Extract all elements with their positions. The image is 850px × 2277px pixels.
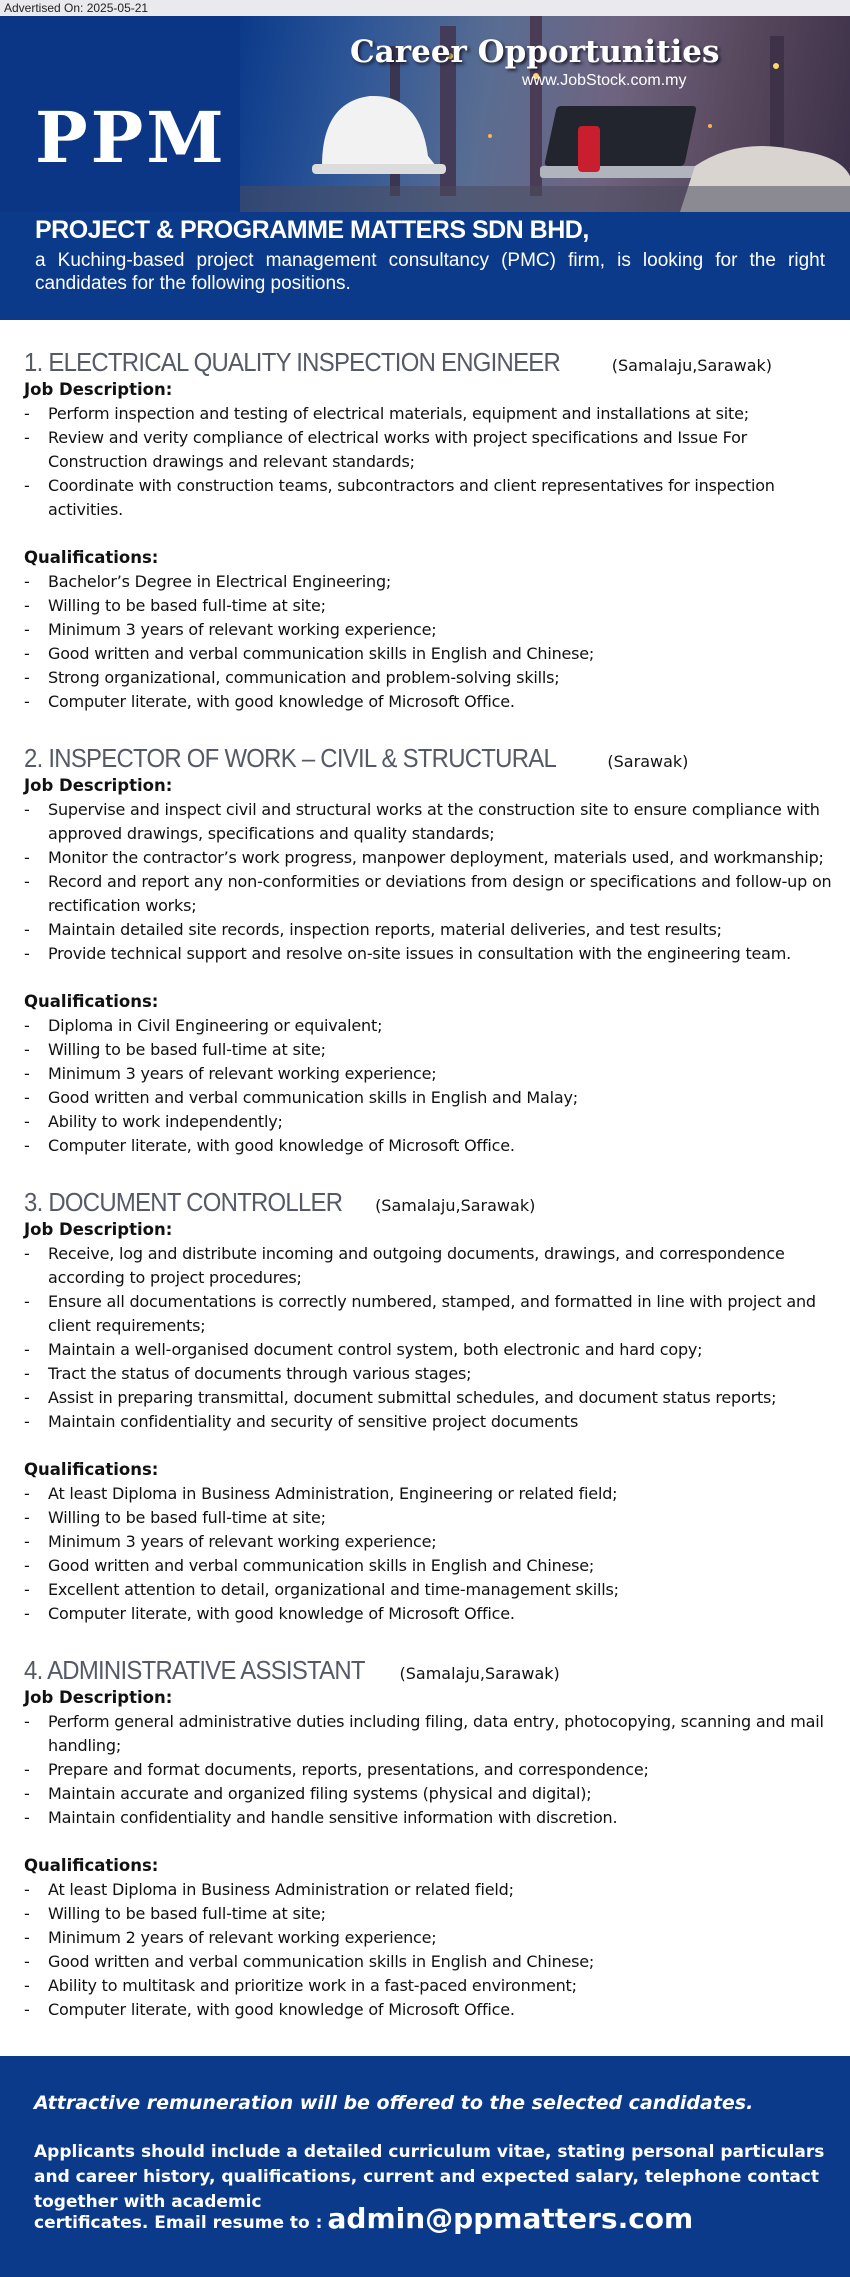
list-item: - Willing to be based full-time at site; [24,1038,840,1062]
logo-panel [0,16,240,212]
list-item: - Willing to be based full-time at site; [24,594,840,618]
qualifications-heading: Qualifications: [24,1460,159,1479]
list-item: - Computer literate, with good knowledge of Microsoft Office. [24,1998,840,2022]
advertised-date: Advertised On: 2025-05-21 [4,1,149,15]
job-title-line [24,346,840,378]
job-description-heading: Job Description: [24,776,173,795]
list-item: - Good written and verbal communication skills in English and Chinese; [24,1554,840,1578]
list-item: - Computer literate, with good knowledge of Microsoft Office. [24,1602,840,1626]
email-address[interactable]: admin@ppmatters.com [327,2202,694,2235]
job-title: 3. DOCUMENT CONTROLLER [24,1187,343,1217]
qualifications-heading: Qualifications: [24,992,159,1011]
job-location: (Samalaju,Sarawak) [375,1196,536,1215]
remuneration-note: Attractive remuneration will be offered to the selected candidates. [34,2092,754,2114]
list-item: - Minimum 3 years of relevant working experience; [24,1530,840,1554]
job-location: (Samalaju,Sarawak) [611,356,773,375]
job-title-line [24,1186,840,1218]
list-item: - Maintain a well-organised document control system, both electronic and hard copy; [24,1338,840,1362]
list-item: - Review and verity compliance of electrical works with project specifications and Issue For Construction drawings and relevant standards; [24,426,840,474]
job-description-heading: Job Description: [24,1220,173,1239]
list-item: - At least Diploma in Business Administration, Engineering or related field; [24,1482,840,1506]
list-item: - Computer literate, with good knowledge of Microsoft Office. [24,1134,840,1158]
application-instructions: Applicants should include a detailed curriculum vitae, stating personal particulars and career history, qualifications, current and expected salary, telephone contact together with academic [34,2142,825,2212]
list-item: - Maintain confidentiality and handle sensitive information with discretion. [24,1806,840,1830]
email-line [34,2202,693,2235]
list-item: - Minimum 3 years of relevant working experience; [24,1062,840,1086]
section-gap [24,1830,840,1854]
list-item: - Willing to be based full-time at site; [24,1902,840,1926]
job-description-list [24,402,840,522]
career-title: Career Opportunities [350,34,720,70]
job-block [24,346,840,714]
list-item: - Monitor the contractor’s work progress, manpower deployment, materials used, and workmanship; [24,846,840,870]
hard-hat-icon [322,96,436,166]
site-url: www.JobStock.com.my [522,72,687,89]
list-item: - Maintain confidentiality and security of sensitive project documents [24,1410,840,1434]
list-item: - Strong organizational, communication and problem-solving skills; [24,666,840,690]
job-title-line [24,742,840,774]
qualifications-list [24,1482,840,1626]
list-item: - Ability to multitask and prioritize work in a fast-paced environment; [24,1974,840,1998]
list-item: - Willing to be based full-time at site; [24,1506,840,1530]
list-item: - Provide technical support and resolve on-site issues in consultation with the engineering team. [24,942,840,966]
job-title: 4. ADMINISTRATIVE ASSISTANT [24,1655,365,1685]
qualifications-list [24,570,840,714]
list-item: - Perform general administrative duties including filing, data entry, photocopying, scanning and mail handling; [24,1710,840,1758]
company-description: a Kuching-based project management consultancy (PMC) firm, is looking for the right candidates for the following positions. [35,250,825,294]
qualifications-list [24,1878,840,2022]
job-block [24,1654,840,2022]
section-gap [24,1434,840,1458]
list-item: - Maintain detailed site records, inspection reports, material deliveries, and test results; [24,918,840,942]
list-item: - Good written and verbal communication skills in English and Malay; [24,1086,840,1110]
light-dot [708,124,712,128]
section-gap [24,966,840,990]
section-gap [24,522,840,546]
email-prefix: certificates. Email resume to : [34,2213,323,2233]
list-item: - Supervise and inspect civil and structural works at the construction site to ensure compliance with approved drawings, specifications and quality standards; [24,798,840,846]
qualifications-heading: Qualifications: [24,548,159,567]
list-item: - Record and report any non-conformities or deviations from design or specifications and follow-up on rectification works; [24,870,840,918]
list-item: - Excellent attention to detail, organizational and time-management skills; [24,1578,840,1602]
list-item: - At least Diploma in Business Administration or related field; [24,1878,840,1902]
list-item: - Maintain accurate and organized filing systems (physical and digital); [24,1782,840,1806]
job-description-list [24,1710,840,1830]
list-item: - Assist in preparing transmittal, document submittal schedules, and document status reports; [24,1386,840,1410]
light-dot [773,63,779,69]
company-logo: PPM [35,96,227,179]
job-listings [24,346,840,2050]
qualifications-list [24,1014,840,1158]
desk-surface [240,186,850,212]
list-item: - Coordinate with construction teams, subcontractors and client representatives for inspection activities. [24,474,840,522]
list-item: - Tract the status of documents through various stages; [24,1362,840,1386]
list-item: - Ensure all documentations is correctly numbered, stamped, and formatted in line with project and client requirements; [24,1290,840,1338]
light-dot [488,134,492,138]
list-item: - Perform inspection and testing of electrical materials, equipment and installations at site; [24,402,840,426]
list-item: - Good written and verbal communication skills in English and Chinese; [24,642,840,666]
hard-hat-brim [312,164,446,174]
list-item: - Prepare and format documents, reports, presentations, and correspondence; [24,1758,840,1782]
header-banner [0,16,850,320]
job-description-list [24,798,840,966]
job-title: 2. INSPECTOR OF WORK – CIVIL & STRUCTURAL [24,743,557,773]
footer [0,2056,850,2277]
list-item: - Minimum 2 years of relevant working experience; [24,1926,840,1950]
company-name: PROJECT & PROGRAMME MATTERS SDN BHD, [35,216,589,244]
job-title-line [24,1654,840,1686]
job-block [24,1186,840,1626]
job-description-heading: Job Description: [24,380,173,399]
list-item: - Minimum 3 years of relevant working experience; [24,618,840,642]
qualifications-heading: Qualifications: [24,1856,159,1875]
list-item: - Computer literate, with good knowledge of Microsoft Office. [24,690,840,714]
laptop-icon [544,106,697,166]
job-block [24,742,840,1158]
list-item: - Receive, log and distribute incoming and outgoing documents, drawings, and correspondence according to project procedures; [24,1242,840,1290]
job-description-heading: Job Description: [24,1688,173,1707]
job-title: 1. ELECTRICAL QUALITY INSPECTION ENGINEER [24,347,561,377]
list-item: - Ability to work independently; [24,1110,840,1134]
job-location: (Samalaju,Sarawak) [399,1664,560,1683]
list-item: - Good written and verbal communication skills in English and Chinese; [24,1950,840,1974]
job-location: (Sarawak) [607,752,689,771]
list-item: - Bachelor’s Degree in Electrical Engineering; [24,570,840,594]
list-item: - Diploma in Civil Engineering or equivalent; [24,1014,840,1038]
advert-strip [0,0,850,16]
fire-extinguisher-icon [578,126,600,172]
job-description-list [24,1242,840,1434]
